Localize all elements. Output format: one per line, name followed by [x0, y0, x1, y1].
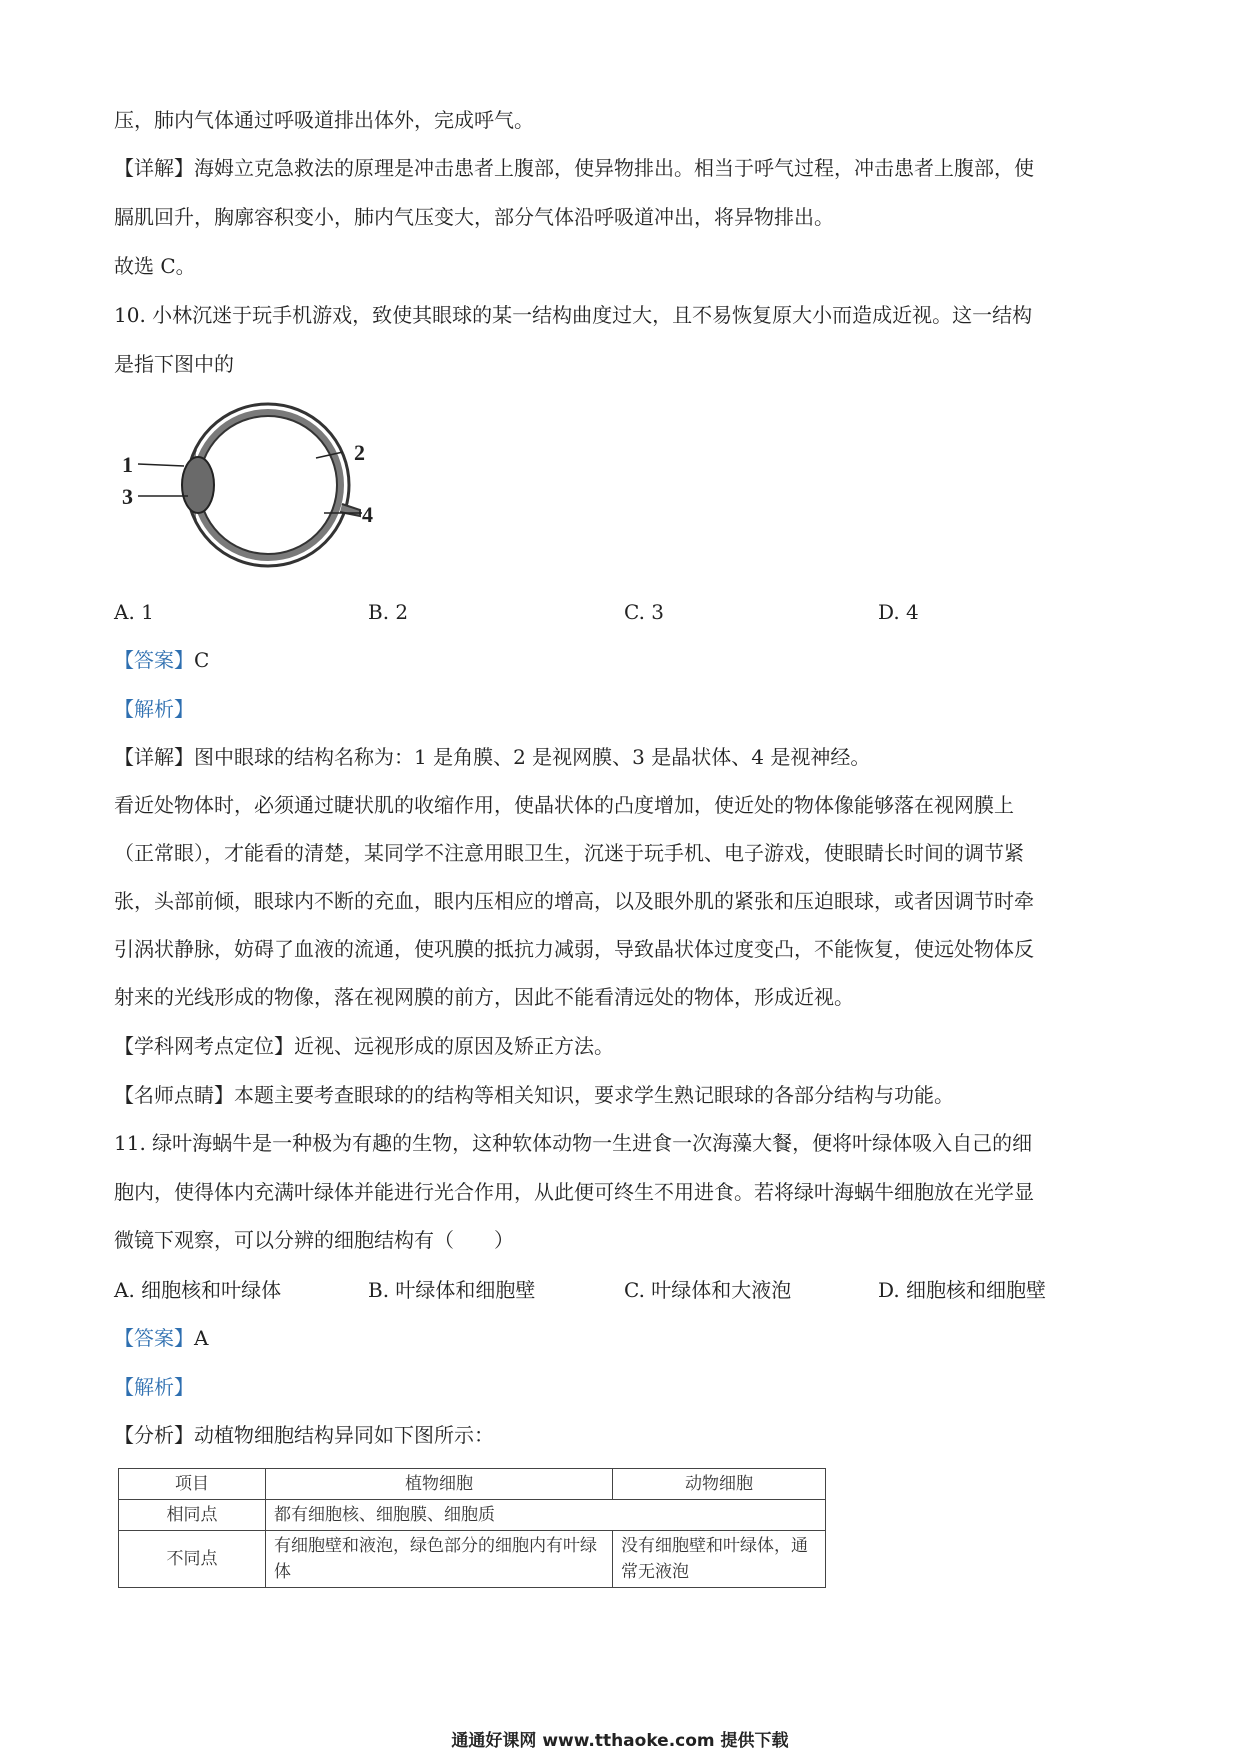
- option-d[interactable]: D. 细胞核和细胞壁: [878, 1278, 1047, 1302]
- text-line: 【详解】海姆立克急救法的原理是冲击患者上腹部，使异物排出。相当于呼气过程，冲击患者上腹部，使: [114, 156, 1034, 180]
- diagram-label-1: 1: [122, 452, 133, 477]
- table-row: [119, 1531, 826, 1588]
- answer-tag: 【答案】: [114, 648, 194, 672]
- option-b[interactable]: B. 2: [368, 600, 409, 624]
- cell-comparison-table: [118, 1468, 826, 1588]
- text-line: 故选 C。: [114, 254, 196, 278]
- question-10-stem: 10. 小林沉迷于玩手机游戏，致使其眼球的某一结构曲度过大，且不易恢复原大小而造成近视。这一结构: [114, 303, 1033, 327]
- detail-line: 【详解】图中眼球的结构名称为：1 是角膜、2 是视网膜、3 是晶状体、4 是视神经。: [114, 745, 871, 769]
- answer-tag: 【答案】: [114, 1326, 194, 1350]
- question-11-stem: 微镜下观察，可以分辨的细胞结构有（ ）: [114, 1228, 514, 1252]
- eyeball-diagram: [118, 392, 398, 578]
- analysis-tag: 【解析】: [114, 1375, 194, 1399]
- diagram-label-3: 3: [122, 484, 133, 509]
- table-header: 项目: [119, 1469, 266, 1500]
- page-footer: 通通好课网 www.tthaoke.com 提供下载: [451, 1731, 789, 1751]
- analysis-line: 【分析】动植物细胞结构异同如下图所示：: [114, 1423, 494, 1447]
- detail-line: 张，头部前倾，眼球内不断的充血，眼内压相应的增高，以及眼外肌的紧张和压迫眼球，或者因调节时牵: [114, 889, 1034, 913]
- table-header: 动物细胞: [613, 1469, 826, 1500]
- analysis-tag: 【解析】: [114, 697, 194, 721]
- detail-line: 引涡状静脉，妨碍了血液的流通，使巩膜的抵抗力减弱，导致晶状体过度变凸，不能恢复，使远处物体反: [114, 937, 1034, 961]
- detail-line: 射来的光线形成的物像，落在视网膜的前方，因此不能看清远处的物体，形成近视。: [114, 985, 854, 1009]
- table-header: 植物细胞: [266, 1469, 613, 1500]
- answer-line: [114, 1326, 208, 1350]
- detail-line: （正常眼），才能看的清楚，某同学不注意用眼卫生，沉迷于玩手机、电子游戏，使眼睛长时间的调节紧: [114, 841, 1024, 865]
- text-line: 压，肺内气体通过呼吸道排出体外，完成呼气。: [114, 108, 534, 132]
- answer-value: C: [194, 648, 210, 672]
- option-b[interactable]: B. 叶绿体和细胞壁: [368, 1278, 536, 1302]
- answer-value: A: [194, 1326, 209, 1350]
- diagram-label-4: 4: [362, 502, 373, 527]
- diagram-label-2: 2: [354, 440, 365, 465]
- teacher-note: 【名师点睛】本题主要考查眼球的的结构等相关知识，要求学生熟记眼球的各部分结构与功能。: [114, 1083, 954, 1107]
- question-11-stem: 11. 绿叶海蜗牛是一种极为有趣的生物，这种软体动物一生进食一次海藻大餐，便将叶绿体吸入自己的细: [114, 1131, 1033, 1155]
- table-cell: 不同点: [119, 1531, 266, 1588]
- table-cell: 有细胞壁和液泡，绿色部分的细胞内有叶绿体: [266, 1531, 613, 1588]
- question-11-stem: 胞内，使得体内充满叶绿体并能进行光合作用，从此便可终生不用进食。若将绿叶海蜗牛细胞放在光学显: [114, 1180, 1034, 1204]
- answer-line: [114, 648, 209, 672]
- option-a[interactable]: A. 1: [114, 600, 154, 624]
- text-line: 膈肌回升，胸廓容积变小，肺内气压变大，部分气体沿呼吸道冲出，将异物排出。: [114, 205, 834, 229]
- option-c[interactable]: C. 3: [624, 600, 665, 624]
- eyeball-inner-layer: [199, 416, 337, 554]
- option-d[interactable]: D. 4: [878, 600, 919, 624]
- table-cell: 没有细胞壁和叶绿体，通常无液泡: [613, 1531, 826, 1588]
- table-cell: 相同点: [119, 1500, 266, 1531]
- question-10-stem: 是指下图中的: [114, 352, 234, 376]
- table-row: [119, 1500, 826, 1531]
- table-header-row: [119, 1469, 826, 1500]
- lens: [182, 457, 214, 513]
- table-cell: 都有细胞核、细胞膜、细胞质: [266, 1500, 826, 1531]
- option-a[interactable]: A. 细胞核和叶绿体: [114, 1278, 282, 1302]
- detail-line: 看近处物体时，必须通过睫状肌的收缩作用，使晶状体的凸度增加，使近处的物体像能够落在视网膜上: [114, 793, 1014, 817]
- knowledge-point: 【学科网考点定位】近视、远视形成的原因及矫正方法。: [114, 1034, 614, 1058]
- option-c[interactable]: C. 叶绿体和大液泡: [624, 1278, 792, 1302]
